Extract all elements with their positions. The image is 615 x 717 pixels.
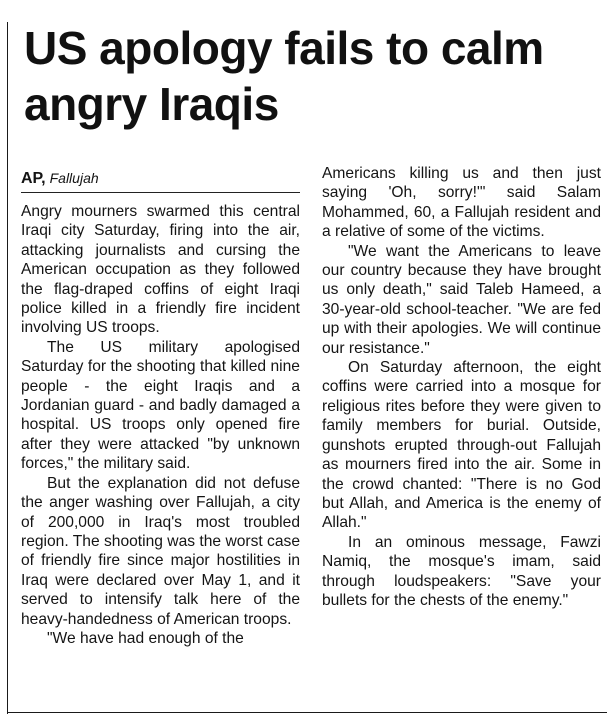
byline-place: Fallujah: [49, 170, 99, 186]
paragraph: "We have had enough of the: [47, 629, 244, 647]
column-right: [322, 164, 601, 648]
paragraph: "We want the Americans to leave our country because they have brought us only death," said Taleb Hameed, a 30-year-old school-teacher. "We are fed up with their apologies. We will continue our resistance.": [322, 242, 601, 357]
column-left: [21, 164, 300, 648]
bottom-rule: [7, 712, 607, 713]
paragraph: Americans killing us and then just saying 'Oh, sorry!'" said Salam Mohammed, 60, a Fallujah resident and a relative of some of the victims.: [322, 165, 601, 241]
paragraph: Angry mourners swarmed this central Iraqi city Saturday, firing into the air, attacking journalists and cursing the American occupation as they followed the flag-draped coffins of eight Iraqi police killed in a friendly fire incident involving US troops.: [21, 203, 300, 337]
paragraph: But the explanation did not defuse the anger washing over Fallujah, a city of 200,000 in Iraq's most troubled region. The shooting was the worst case of friendly fire since major hostilities in Iraq were declared over May 1, and it served to intensify talk here of the heavy-handedness of American troops.: [21, 474, 300, 628]
headline: US apology fails to calm angry Iraqis: [24, 22, 544, 130]
paragraph: The US military apologised Saturday for the shooting that killed nine people - the eight Iraqis and a Jordanian guard - and badly damaged a hospital. US troops only opened fire after they were attacked "by unknown forces," the military said.: [21, 338, 300, 473]
left-column-rule: [7, 22, 8, 714]
article-body: [21, 164, 601, 648]
paragraph: In an ominous message, Fawzi Namiq, the mosque's imam, said through loudspeakers: "Save your bullets for the chests of the enemy.": [322, 533, 601, 609]
byline-agency: AP,: [21, 170, 46, 187]
byline: [21, 164, 300, 193]
paragraph: On Saturday afternoon, the eight coffins were carried into a mosque for religious rites before they were given to family members for burial. Outside, gunshots erupted through-out Fallujah as mourners fired into the air. Some in the crowd chanted: "There is no God but Allah, and America is the enemy of Allah.": [322, 359, 601, 532]
